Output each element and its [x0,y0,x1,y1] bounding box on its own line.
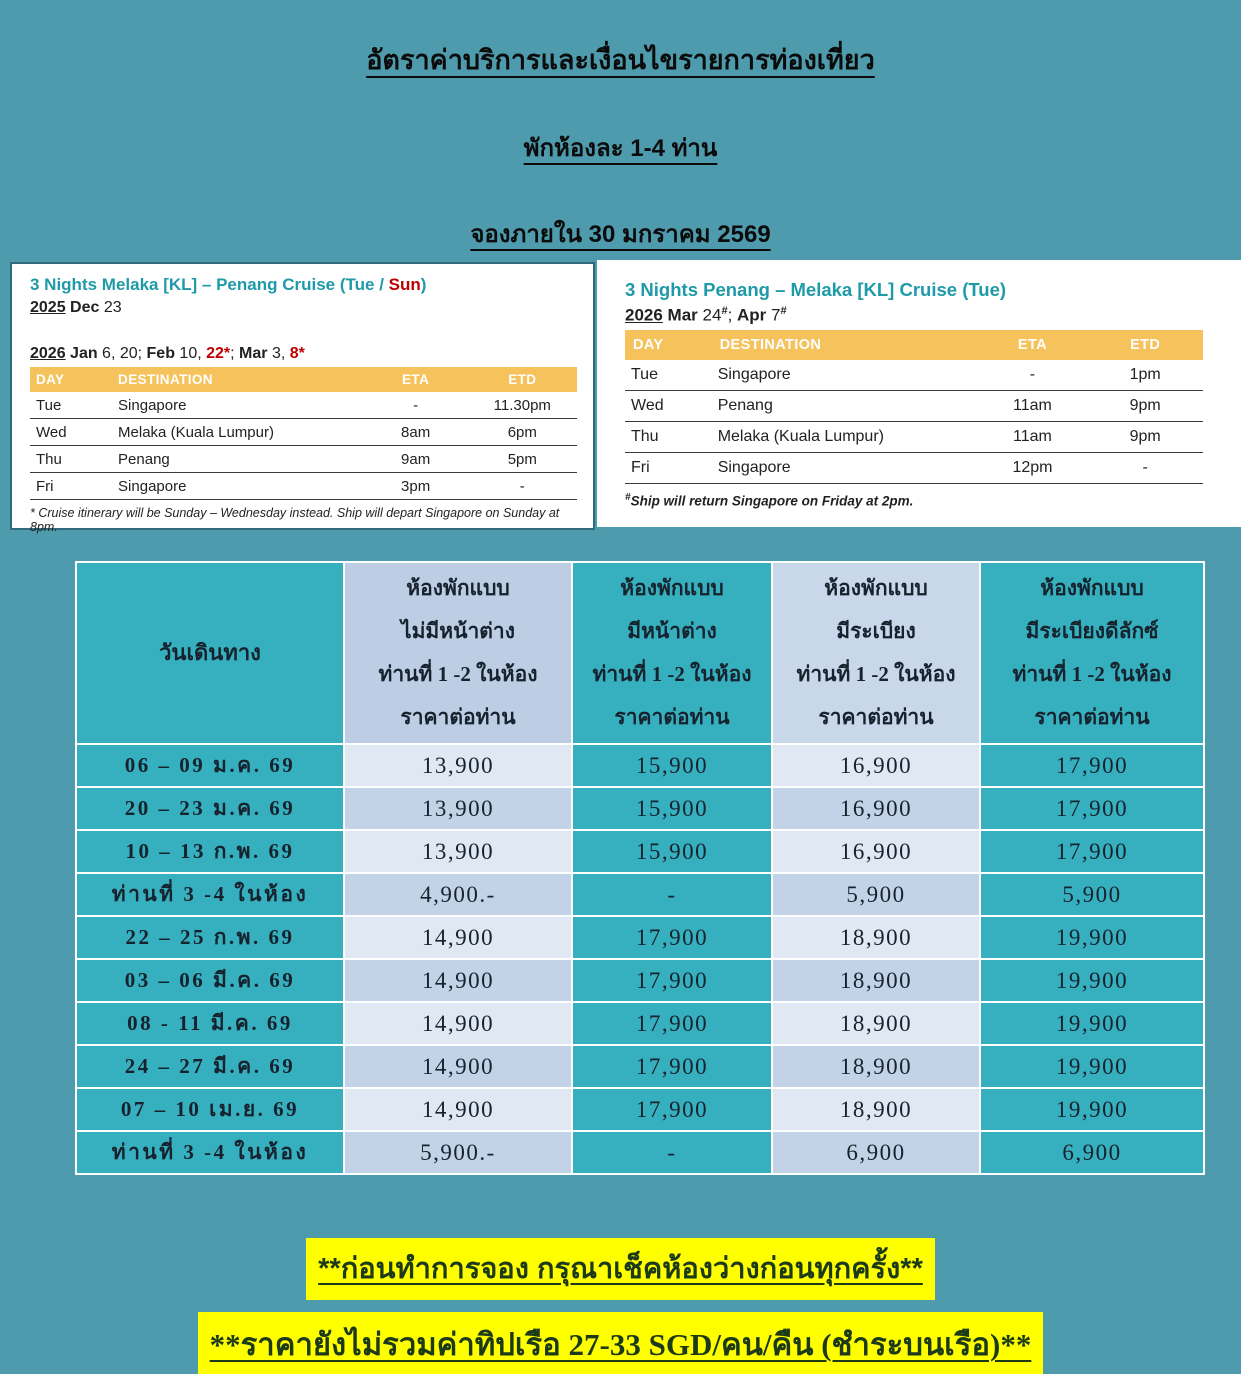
cruise-card-melaka-penang [10,262,595,535]
price-cell: 17,900 [573,1089,771,1130]
day-cell: Tue [625,360,712,391]
itinerary-row [625,422,1203,453]
price-cell: 13,900 [345,831,571,872]
itinerary-row [30,419,577,446]
travel-date-cell: 22 – 25 ก.พ. 69 [77,917,343,958]
special-date: 8* [289,344,305,362]
eta-cell: 11am [978,391,1088,422]
price-cell: 17,900 [573,1046,771,1087]
price-cell: 5,900 [981,874,1203,915]
price-cell: 17,900 [981,788,1203,829]
day-cell: Fri [625,453,712,484]
cruise-title-text: 3 Nights Melaka [KL] – Penang Cruise [30,275,340,294]
price-cell: 5,900 [773,874,979,915]
sailing-dates-2025 [30,299,577,317]
itinerary-row [625,391,1203,422]
price-cell: 15,900 [573,745,771,786]
price-cell: 5,900.- [345,1132,571,1173]
price-cell: 14,900 [345,960,571,1001]
etd-cell: 6pm [468,419,577,446]
sailing-dates-2026: 2026 Jan 6, 20; Feb 10, 22*; Mar 3, 8* [30,344,305,362]
eta-header: ETA [364,367,468,392]
itinerary-row [30,392,577,419]
cruise-title-close-paren: ) [420,275,427,294]
destination-header: DESTINATION [712,330,978,360]
travel-date-cell: 06 – 09 ม.ค. 69 [77,745,343,786]
price-cell: 14,900 [345,917,571,958]
itinerary-table-left [30,367,577,501]
note-check-availability: **ก่อนทำการจอง กรุณาเช็คห้องว่างก่อนทุกครั้ง** [306,1238,935,1300]
day: 23 [99,298,122,316]
day-cell: Thu [625,422,712,453]
etd-cell: 5pm [468,446,577,473]
day-cell: Fri [30,473,112,500]
price-cell: 17,900 [981,831,1203,872]
page-subtitle-booking-deadline: จองภายใน 30 มกราคม 2569 [470,221,771,248]
eta-cell: 8am [364,419,468,446]
etd-cell: - [1087,453,1203,484]
pricing-header-with-window: ห้องพักแบบ มีหน้าต่าง ท่านที่ 1 -2 ในห้อง ราคาต่อท่าน [573,563,771,743]
year-2026: 2026 [625,305,663,325]
etd-cell: 9pm [1087,391,1203,422]
price-cell: 15,900 [573,788,771,829]
month: Dec [65,298,100,316]
destination-cell: Melaka (Kuala Lumpur) [712,422,978,453]
extra-person-label-cell: ท่านที่ 3 -4 ในห้อง [77,874,343,915]
price-cell: 19,900 [981,1089,1203,1130]
cruise-title [30,274,577,297]
eta-cell: 11am [978,422,1088,453]
travel-date-cell: 08 - 11 มี.ค. 69 [77,1003,343,1044]
hash-superscript: # [780,304,787,317]
destination-cell: Singapore [112,392,364,419]
page-title: อัตราค่าบริการและเงื่อนไขรายการท่องเที่ยว [366,45,875,75]
price-cell: 18,900 [773,1089,979,1130]
price-cell: 15,900 [573,831,771,872]
sailing-dates-2026: 2026 Mar 24#; Apr 7# [625,304,787,325]
itinerary-header-row [625,330,1203,360]
itinerary-row [30,473,577,500]
itinerary-row [625,453,1203,484]
price-cell: 17,900 [573,1003,771,1044]
price-cell: 19,900 [981,1046,1203,1087]
eta-cell: - [364,392,468,419]
header-titles [0,38,1241,253]
destination-cell: Penang [112,446,364,473]
cruise-title: 3 Nights Penang – Melaka [KL] Cruise (Tue) [625,279,1007,300]
price-cell: 4,900.- [345,874,571,915]
price-cell: 13,900 [345,745,571,786]
day-cell: Wed [625,391,712,422]
price-cell: 19,900 [981,960,1203,1001]
travel-date-cell: 07 – 10 เม.ย. 69 [77,1089,343,1130]
etd-header: ETD [1087,330,1203,360]
pricing-header-deluxe-balcony: ห้องพักแบบ มีระเบียงดีลักซ์ ท่านที่ 1 -2 ในห้อง ราคาต่อท่าน [981,563,1203,743]
travel-date-cell: 03 – 06 มี.ค. 69 [77,960,343,1001]
travel-date-cell: 24 – 27 มี.ค. 69 [77,1046,343,1087]
pricing-header-balcony: ห้องพักแบบ มีระเบียง ท่านที่ 1 -2 ในห้อง ราคาต่อท่าน [773,563,979,743]
price-cell: 13,900 [345,788,571,829]
price-cell: 16,900 [773,745,979,786]
eta-cell: 12pm [978,453,1088,484]
itinerary-row [625,360,1203,391]
year-2026: 2026 [30,344,66,362]
itinerary-header-row [30,367,577,392]
etd-header: ETD [468,367,577,392]
page-subtitle-occupancy: พักห้องละ 1-4 ท่าน [523,135,718,162]
etd-cell: 11.30pm [468,392,577,419]
day-cell: Thu [30,446,112,473]
destination-header: DESTINATION [112,367,364,392]
special-date: 22* [206,344,231,362]
eta-cell: - [978,360,1088,391]
destination-cell: Singapore [712,453,978,484]
itinerary-footnote-left: * Cruise itinerary will be Sunday – Wednesday instead. Ship will depart Singapore on Sunday at 8pm. [30,506,560,535]
pricing-header-travel-date: วันเดินทาง [77,563,343,743]
day-cell: Wed [30,419,112,446]
pricing-table [75,561,1205,1175]
price-cell: 17,900 [573,960,771,1001]
eta-cell: 9am [364,446,468,473]
note-gratuities-wrap [0,1312,1241,1374]
price-cell: 17,900 [573,917,771,958]
price-cell: - [573,874,771,915]
price-cell: 6,900 [981,1132,1203,1173]
note-check-availability-wrap [0,1238,1241,1300]
hash-superscript: # [625,492,631,504]
eta-cell: 3pm [364,473,468,500]
destination-cell: Singapore [712,360,978,391]
itinerary-row [30,446,577,473]
price-cell: 17,900 [981,745,1203,786]
price-cell: 18,900 [773,917,979,958]
price-cell: 19,900 [981,1003,1203,1044]
day-cell: Tue [30,392,112,419]
price-cell: 19,900 [981,917,1203,958]
cruise-title-days: (Tue / [339,275,389,294]
destination-cell: Singapore [112,473,364,500]
day-header: DAY [30,367,112,392]
destination-cell: Penang [712,391,978,422]
year-2025: 2025 [30,298,66,316]
price-cell: 14,900 [345,1003,571,1044]
cruise-card-penang-melaka [597,260,1241,527]
price-cell: 16,900 [773,788,979,829]
etd-cell: 9pm [1087,422,1203,453]
note-gratuities: **ราคายังไม่รวมค่าทิปเรือ 27-33 SGD/คน/คืน (ชำระบนเรือ)** [198,1312,1044,1374]
hash-superscript: # [721,304,728,317]
price-cell: 18,900 [773,960,979,1001]
etd-cell: 1pm [1087,360,1203,391]
price-cell: - [573,1132,771,1173]
destination-cell: Melaka (Kuala Lumpur) [112,419,364,446]
cruise-title-sun: Sun [388,275,421,294]
price-cell: 18,900 [773,1003,979,1044]
eta-header: ETA [978,330,1088,360]
price-cell: 18,900 [773,1046,979,1087]
price-cell: 14,900 [345,1046,571,1087]
etd-cell: - [468,473,577,500]
itinerary-table-right [625,330,1203,485]
price-cell: 14,900 [345,1089,571,1130]
day-header: DAY [625,330,712,360]
travel-date-cell: 10 – 13 ก.พ. 69 [77,831,343,872]
price-cell: 16,900 [773,831,979,872]
extra-person-label-cell: ท่านที่ 3 -4 ในห้อง [77,1132,343,1173]
price-cell: 6,900 [773,1132,979,1173]
pricing-header-no-window: ห้องพักแบบ ไม่มีหน้าต่าง ท่านที่ 1 -2 ในห้อง ราคาต่อท่าน [345,563,571,743]
travel-date-cell: 20 – 23 ม.ค. 69 [77,788,343,829]
itinerary-footnote-right: #Ship will return Singapore on Friday at 2pm. [625,492,914,509]
